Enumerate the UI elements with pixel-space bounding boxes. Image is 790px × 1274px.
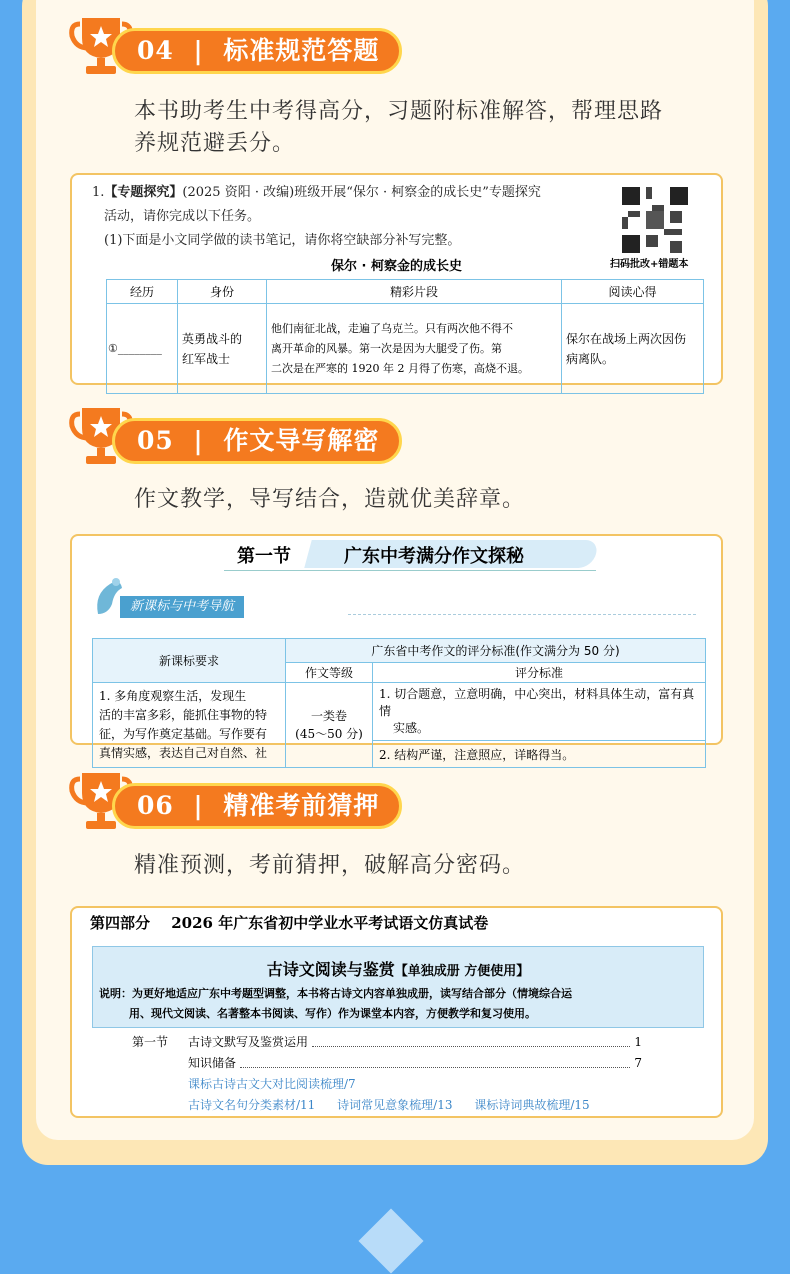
scoring-table [92, 638, 706, 768]
toc-link-row [132, 1095, 642, 1116]
section-06-desc [134, 850, 525, 882]
toc-link[interactable]: 课标诗词典故梳理/15 [474, 1098, 590, 1112]
toc-title: 知识储备 [188, 1056, 237, 1070]
col-header: 经历 [107, 280, 178, 304]
toc-item[interactable] [132, 1032, 642, 1053]
toc-page: 7 [634, 1056, 642, 1070]
sample-box-writing [70, 534, 723, 762]
exam-title: 2026 年广东省初中学业水平考试语文仿真试卷 [171, 914, 489, 932]
question-line-2: 活动，请你完成以下任务。 [104, 209, 261, 224]
table-row [93, 683, 706, 741]
table-row [107, 304, 704, 394]
separator: | [193, 36, 204, 65]
col-header: 新课标要求 [93, 639, 286, 683]
q-text: 班级开展“保尔 · 柯察金的成长史”专题探究 [294, 185, 541, 200]
sample-box-exam [70, 906, 723, 1118]
section-04-header [70, 16, 410, 76]
separator: | [193, 426, 204, 455]
q-tag: 【专题探究】 [104, 185, 183, 200]
toc-page: 1 [634, 1035, 642, 1049]
question-line-1 [92, 181, 541, 205]
criteria-cell: 1. 切合题意，立意明确，中心突出，材料具体生动，富有真情 实感。 [373, 683, 706, 741]
dashed-divider [348, 614, 696, 615]
nav-banner: 新课标与中考导航 [120, 596, 244, 618]
section-06-title-pill [112, 783, 402, 829]
note-cell: 保尔在战场上两次因伤 病离队。 [562, 304, 704, 394]
toc-list [132, 1032, 642, 1116]
exam-heading [90, 912, 488, 933]
toc-label: 第一节 [132, 1035, 169, 1049]
section-04-desc [134, 96, 663, 160]
excerpt-cell: 他们南征北战，走遍了乌克兰。只有两次他不得不 离开革命的风暴。第一次是因为大腿受了伤。第 二次是在严寒的 1920 年 2 月得了伤寒，高烧不退。 [267, 304, 562, 394]
sample-box-answer [70, 173, 723, 385]
toc-title: 古诗文默写及鉴赏运用 [188, 1035, 309, 1049]
desc-line: 精准预测，考前猜押，破解高分密码。 [134, 853, 526, 878]
section-05-header [70, 406, 410, 466]
section-title: 作文导写解密 [223, 426, 380, 455]
col-header: 精彩片段 [267, 280, 562, 304]
section-title-text: 广东中考满分作文探秘 [344, 546, 524, 567]
section-label: 第一节 [237, 546, 291, 567]
panel-title: 古诗文阅读与鉴赏 [266, 960, 395, 979]
blank-cell: ①________ [107, 304, 178, 394]
section-number: 04 [137, 36, 174, 65]
section-number: 06 [137, 791, 174, 820]
criteria-cell: 2. 结构严谨，注意照应，详略得当。 [373, 741, 706, 768]
reading-notes-table [106, 279, 704, 394]
toc-item[interactable] [132, 1053, 642, 1074]
qr-caption: 扫码批改+错题本 [610, 259, 689, 270]
desc-line: 作文教学，导写结合，造就优美辞章。 [134, 487, 526, 512]
section-title: 标准规范答题 [223, 36, 380, 65]
toc-panel [92, 946, 704, 1028]
decorative-diamond [358, 1208, 423, 1273]
sub-header: 评分标准 [373, 663, 706, 683]
separator: | [193, 791, 204, 820]
identity-cell: 英勇战斗的 红军战士 [178, 304, 267, 394]
sub-header: 作文等级 [286, 663, 373, 683]
section-06-header [70, 771, 410, 831]
table-title: 保尔 · 柯察金的成长史 [331, 259, 462, 274]
toc-link[interactable]: 诗词常见意象梳理/13 [337, 1098, 453, 1112]
desc-line: 本书助考生中考得高分，习题附标准解答，帮理思路 [134, 99, 664, 124]
requirement-cell: 1. 多角度观察生活，发现生 活的丰富多彩，能抓住事物的特 征，为写作奠定基础。写作要有 真情实感，表达自己对自然、社 [93, 683, 286, 768]
section-05-title-pill [112, 418, 402, 464]
section-number: 05 [137, 426, 174, 455]
panel-heading [93, 957, 703, 980]
toc-leader [240, 1053, 630, 1068]
q-source: (2025 资阳 · 改编) [182, 185, 295, 200]
q-number: 1. [92, 185, 105, 200]
panel-note: 【单独成册 方便使用】 [394, 964, 530, 979]
qr-code-icon [622, 187, 688, 253]
section-title: 精准考前猜押 [223, 791, 380, 820]
desc-line: 养规范避丢分。 [134, 131, 296, 156]
panel-description: 说明：为更好地适应广东中考题型调整，本书将古诗文内容单独成册，读写结合部分（情境综合运 用、现代文阅读、名著整本书阅读、写作）作为课堂本内容，方便教学和复习使用。 [99, 987, 572, 1020]
toc-leader [312, 1032, 630, 1047]
section-title-bar [224, 540, 596, 571]
col-header: 广东省中考作文的评分标准(作文满分为 50 分) [286, 639, 706, 663]
grade-cell: 一类卷 (45～50 分) [286, 683, 373, 768]
col-header: 阅读心得 [562, 280, 704, 304]
toc-link[interactable]: 课标古诗古文大对比阅读梳理/7 [188, 1077, 356, 1091]
question-line-3: (1)下面是小文同学做的读书笔记，请你将空缺部分补写完整。 [104, 233, 461, 248]
section-04-title-pill [112, 28, 402, 74]
section-05-desc [134, 484, 525, 516]
col-header: 身份 [178, 280, 267, 304]
part-label: 第四部分 [90, 914, 151, 932]
toc-link[interactable]: 古诗文名句分类素材/11 [188, 1098, 316, 1112]
